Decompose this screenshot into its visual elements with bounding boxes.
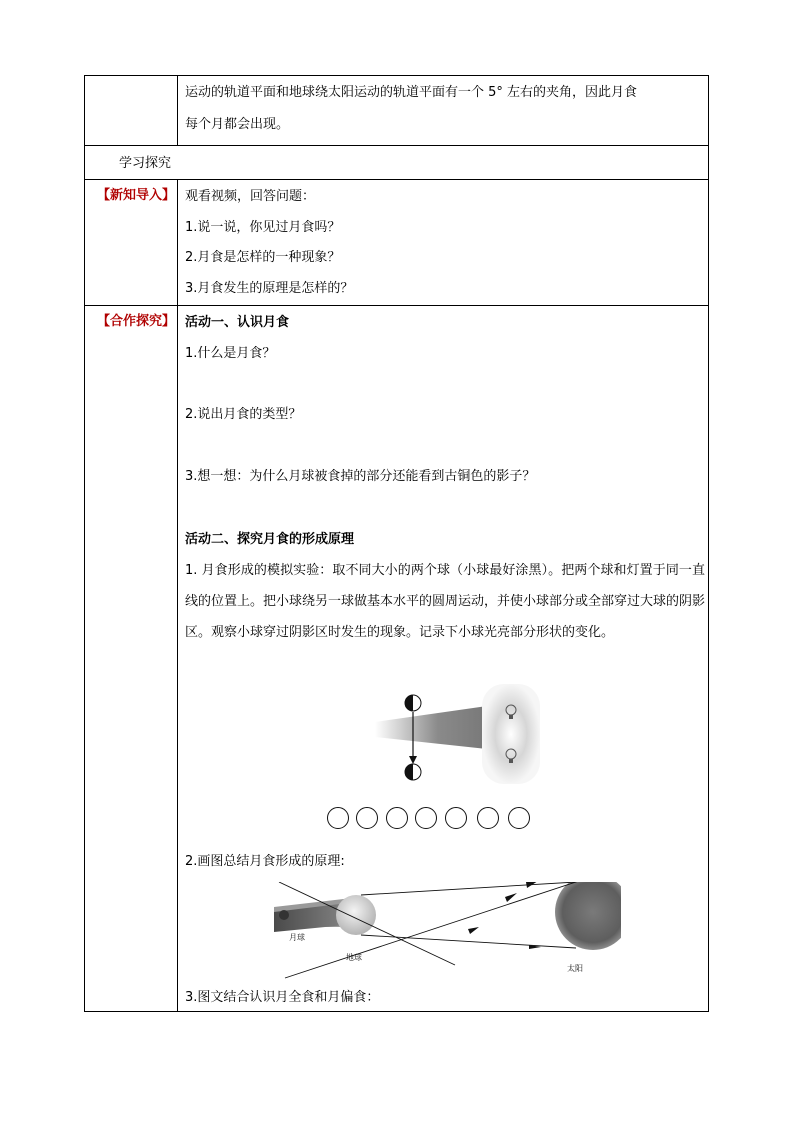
blank-circle <box>446 808 467 829</box>
small-ball-top-dark-half <box>405 695 413 711</box>
activity-2-step-2: 2.画图总结月食形成的原理: <box>185 854 345 869</box>
activity-1-question-1: 1.什么是月食？ <box>185 346 276 361</box>
activity-2-step-1: 1. 月食形成的模拟实验：取不同大小的两个球（小球最好涂黑）。把两个球和灯置于同一直线的位置上。把小球绕另一球做基本水平的圆周运动，并使小球部分或全部穿过大球的阴影区。观察小球穿过阴影区时发生的现象。记录下小球光亮部分形状的变化。 <box>185 563 706 640</box>
bulb-base-icon <box>509 715 513 719</box>
activity-2-title: 活动二、探究月食的形成原理 <box>185 532 355 547</box>
section-title: 学习探究 <box>119 156 172 171</box>
intro-line-2: 每个月都会出现。 <box>185 117 290 132</box>
blank-circle <box>387 808 408 829</box>
column-divider-top <box>177 76 178 145</box>
penumbra-line <box>285 882 591 978</box>
question-item: 1.说一说，你见过月食吗？ <box>185 220 341 235</box>
activity-1-question-3: 3.想一想：为什么月球被食掉的部分还能看到古铜色的影子？ <box>185 469 536 484</box>
sun <box>555 882 621 950</box>
activity-2-step-3: 3.图文结合认识月全食和月偏食： <box>185 990 380 1005</box>
arrow-head <box>468 927 479 934</box>
lamp-figure <box>480 682 542 787</box>
lamp-glow <box>482 684 540 784</box>
motion-arrow-head <box>409 756 417 764</box>
sun-label: 太阳 <box>567 964 583 973</box>
cooperative-label: 【合作探究】 <box>97 314 176 329</box>
lesson-table <box>84 75 709 1012</box>
activity-1-title: 活动一、认识月食 <box>185 315 290 330</box>
moon-label: 月球 <box>289 933 305 942</box>
blank-circle <box>509 808 530 829</box>
question-item: 2.月食是怎样的一种现象？ <box>185 250 341 265</box>
new-knowledge-label: 【新知导入】 <box>97 188 176 203</box>
earth-label: 地球 <box>346 953 362 962</box>
record-circles <box>323 805 533 833</box>
intro-line-1: 运动的轨道平面和地球绕太阳运动的轨道平面有一个 5° 左右的夹角，因此月食 <box>185 85 638 100</box>
arrow-head <box>505 893 517 902</box>
bulb-base-icon <box>509 759 513 763</box>
question-item: 3.月食发生的原理是怎样的？ <box>185 281 354 296</box>
blank-circle <box>478 808 499 829</box>
new-knowledge-prompt: 观看视频，回答问题： <box>185 189 316 204</box>
moon <box>279 910 289 920</box>
small-ball-bottom-dark-half <box>405 764 413 780</box>
blank-circle <box>328 808 349 829</box>
activity-1-question-2: 2.说出月食的类型？ <box>185 407 302 422</box>
row-divider-3 <box>85 305 708 306</box>
row-divider-2 <box>85 179 708 180</box>
umbra-line <box>361 935 576 948</box>
column-divider-main <box>177 179 178 1011</box>
blank-circle <box>357 808 378 829</box>
row-divider-1 <box>85 145 708 146</box>
earth <box>336 895 376 935</box>
blank-circle <box>416 808 437 829</box>
eclipse-diagram <box>271 882 621 982</box>
